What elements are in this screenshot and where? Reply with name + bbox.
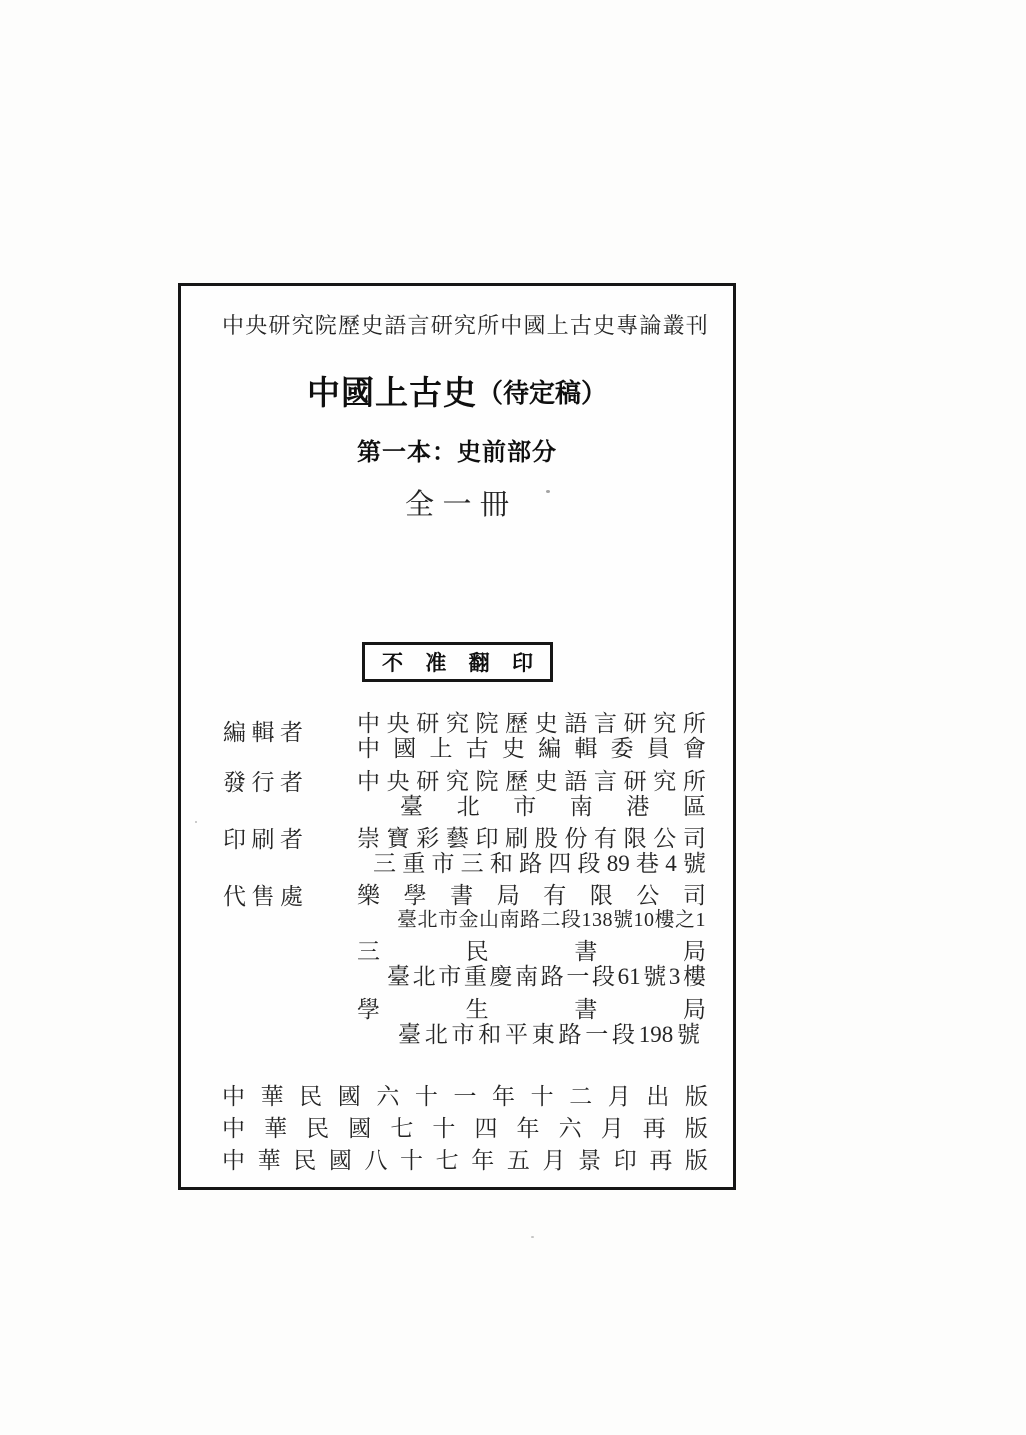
book-title bbox=[181, 374, 733, 419]
colophon-frame bbox=[178, 283, 736, 1190]
scan-speck bbox=[195, 821, 197, 823]
volume-subtitle: 第一本：史前部分 bbox=[357, 439, 557, 466]
binding-statement: 全 一 冊 bbox=[405, 489, 509, 521]
edition-line-first: 中 華 民 國 六 十 一 年 十 二 月 出 版 bbox=[222, 1084, 708, 1109]
no-reprint-stamp bbox=[362, 642, 553, 682]
book-title-main: 中國上古史 bbox=[306, 374, 477, 411]
bookstore-student-line-2: 臺 北 市 和 平 東 路 一 段 198 號 bbox=[398, 1022, 700, 1047]
edition-line-second: 中 華 民 國 七 十 四 年 六 月 再 版 bbox=[222, 1116, 708, 1141]
edition-line-reprint: 中 華 民 國 八 十 七 年 五 月 景 印 再 版 bbox=[222, 1148, 708, 1173]
publisher-line-1: 中 央 研 究 院 歷 史 語 言 研 究 所 bbox=[357, 769, 706, 794]
no-reprint-label: 不 准 翻 印 bbox=[382, 652, 533, 675]
printer-line-1: 崇 寶 彩 藝 印 刷 股 份 有 限 公 司 bbox=[357, 826, 706, 851]
editor-line-1: 中 央 研 究 院 歷 史 語 言 研 究 所 bbox=[357, 711, 706, 736]
printer-line-2: 三 重 市 三 和 路 四 段 89 巷 4 號 bbox=[373, 851, 706, 876]
editor-line-2: 中 國 上 古 史 編 輯 委 員 會 bbox=[357, 736, 706, 761]
scan-speck bbox=[531, 1236, 534, 1238]
series-title: 中 央 研 究 院 歷 史 語 言 研 究 所 中 國 上 古 史 專 論 叢 刊 bbox=[222, 313, 708, 338]
distributor-line-1: 樂 學 書 局 有 限 公 司 bbox=[357, 883, 706, 908]
bookstore-sanmin-line-1: 三 民 書 局 bbox=[357, 939, 706, 964]
book-title-paren: （待定稿） bbox=[476, 378, 607, 408]
bookstore-student-line-1: 學 生 書 局 bbox=[357, 997, 706, 1022]
colophon-label-editor: 編 輯 者 bbox=[223, 720, 303, 745]
publisher-line-2: 臺 北 市 南 港 區 bbox=[400, 794, 706, 819]
scan-speck bbox=[546, 490, 550, 493]
bookstore-sanmin-line-2: 臺 北 市 重 慶 南 路 一 段 61 號 3 樓 bbox=[387, 964, 706, 989]
distributor-line-2: 臺北市金山南路二段138號10樓之1 bbox=[397, 909, 706, 931]
colophon-label-publisher: 發 行 者 bbox=[223, 770, 303, 795]
colophon-label-distributor: 代 售 處 bbox=[223, 884, 303, 909]
colophon-label-printer: 印 刷 者 bbox=[223, 827, 303, 852]
